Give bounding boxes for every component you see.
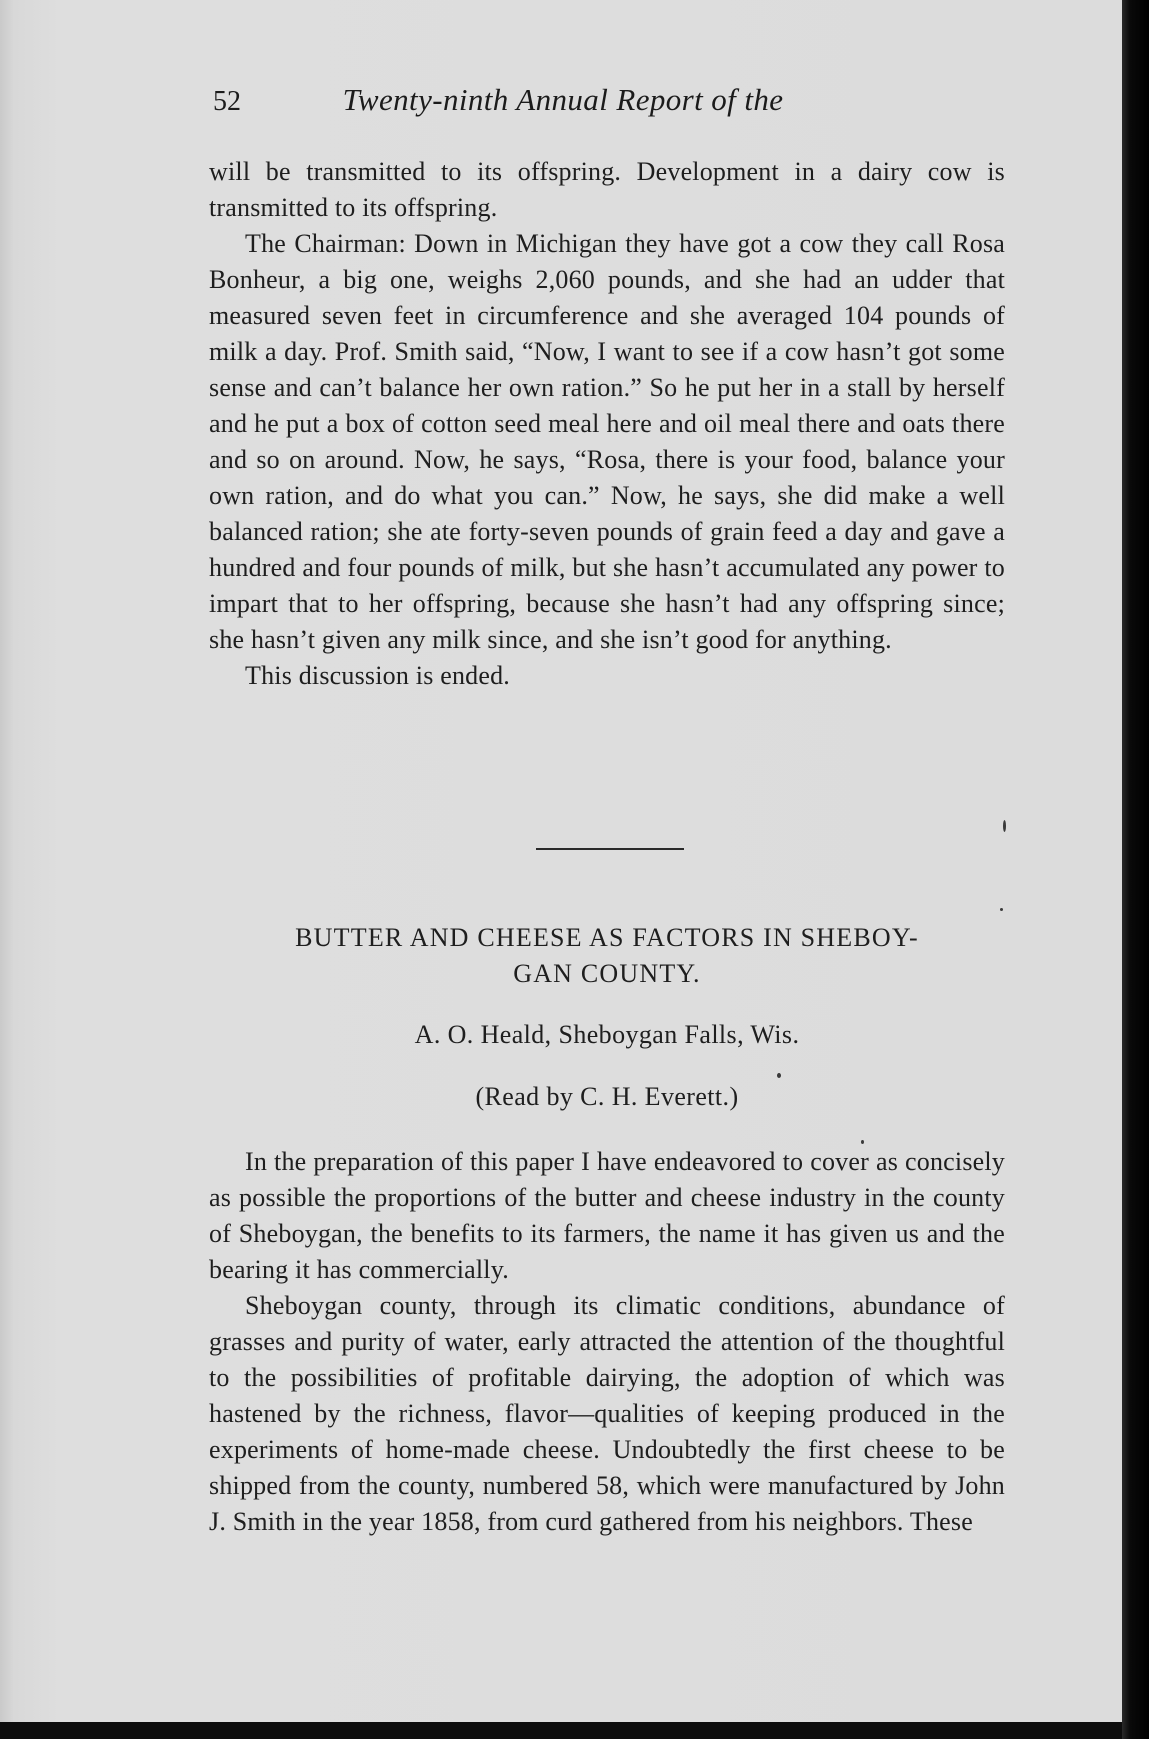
- article-paragraph: Sheboygan county, through its climatic conditions, abundance of grasses and purity of water, early attracted the attention of the thoughtful to the possibilities of profitable dairying, the adoption of which was hastened by the richness, flavor—qualities of keeping produced in the experiments of home-made cheese. Undoubtedly the first cheese to be shipped from the county, numbered 58, which were manufactured by John J. Smith in the year 1858, from curd gathered from his neighbors. These: [209, 1291, 1005, 1536]
- discussion-paragraph: This discussion is ended.: [245, 661, 510, 690]
- article-title-line: GAN COUNTY.: [513, 959, 701, 988]
- print-speck: [777, 1073, 781, 1078]
- article-title-line: BUTTER AND CHEESE AS FACTORS IN SHEBOY-: [295, 923, 919, 952]
- page-number: 52: [213, 86, 241, 117]
- article-paragraph: In the preparation of this paper I have endeavored to cover as concisely as possible the proportions of the butter and cheese industry in the county of Sheboygan, the benefits to its farmers, the name it has given us and the bearing it has commercially.: [209, 1147, 1005, 1284]
- article-author: A. O. Heald, Sheboygan Falls, Wis.: [414, 1020, 800, 1049]
- discussion-paragraph: will be transmitted to its offspring. Development in a dairy cow is transmitted to its offspring.: [209, 157, 1005, 222]
- section-divider: [536, 848, 684, 850]
- discussion-text: [209, 154, 1005, 694]
- discussion-paragraph: The Chairman: Down in Michigan they have got a cow they call Rosa Bonheur, a big one, weighs 2,060 pounds, and she had an udder that measured seven feet in circumference and she averaged 104 pounds of milk a day. Prof. Smith said, “Now, I want to see if a cow hasn’t got some sense and can’t balance her own ration.” So he put her in a stall by herself and he put a box of cotton seed meal here and oil meal there and oats there and so on around. Now, he says, “Rosa, there is your food, balance your own ration, and do what you can.” Now, he says, she did make a well balanced ration; she ate forty-seven pounds of grain feed a day and gave a hundred and four pounds of milk, but she hasn’t accumulated any power to impart that to her offspring, because she hasn’t had any offspring since; she hasn’t given any milk since, and she isn’t good for anything.: [209, 229, 1005, 654]
- page-header: [213, 80, 913, 130]
- book-spine-edge: [1122, 0, 1149, 1739]
- article-text: [209, 1144, 1005, 1540]
- article-reader: (Read by C. H. Everett.): [475, 1082, 739, 1111]
- print-speck: [861, 1140, 864, 1144]
- print-speck: [1000, 908, 1003, 911]
- article-title: [209, 920, 1005, 992]
- print-speck: [1003, 820, 1006, 832]
- running-title: Twenty-ninth Annual Report of the: [342, 82, 784, 117]
